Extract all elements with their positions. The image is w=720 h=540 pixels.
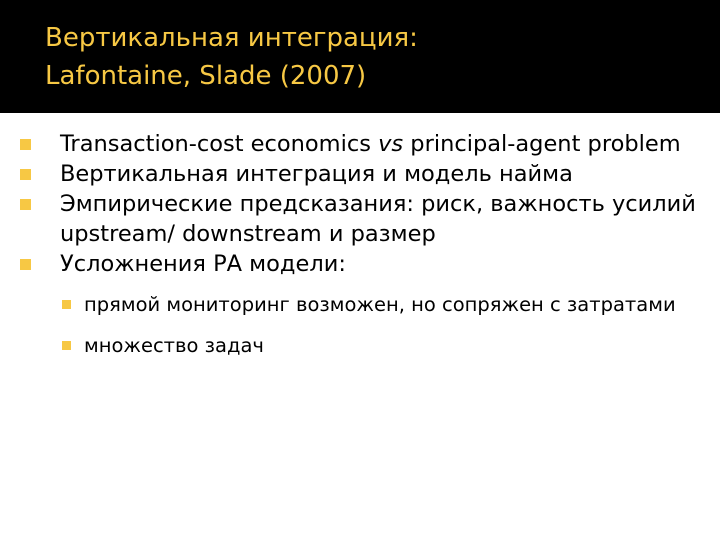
square-bullet-icon bbox=[20, 199, 31, 210]
bullet-text bbox=[60, 131, 681, 157]
square-sub-bullet-icon bbox=[62, 341, 71, 350]
sub-bullet-item-monitoring bbox=[0, 290, 720, 319]
sub-bullet-text: прямой мониторинг возможен, но сопряжен с затратами bbox=[84, 293, 676, 316]
bullet-text-part: Transaction-cost economics bbox=[60, 131, 379, 157]
slide-body bbox=[0, 129, 720, 372]
bullet-text-part: principal-agent problem bbox=[403, 131, 681, 157]
slide-title-line-2: Lafontaine, Slade (2007) bbox=[45, 61, 367, 91]
sub-bullet-list bbox=[0, 279, 720, 360]
bullet-item-tce bbox=[0, 129, 720, 159]
sub-bullet-item-multitask bbox=[0, 331, 720, 360]
square-sub-bullet-icon bbox=[62, 300, 71, 309]
slide-title bbox=[45, 19, 418, 95]
square-bullet-icon bbox=[20, 169, 31, 180]
bullet-item-pa-complications bbox=[0, 249, 720, 279]
bullet-item-vertical-integration bbox=[0, 159, 720, 189]
bullet-item-empirical-predictions bbox=[0, 189, 720, 249]
square-bullet-icon bbox=[20, 259, 31, 270]
bullet-text: Вертикальная интеграция и модель найма bbox=[60, 161, 573, 187]
square-bullet-icon bbox=[20, 139, 31, 150]
slide-title-line-1: Вертикальная интеграция: bbox=[45, 23, 418, 53]
sub-bullet-text: множество задач bbox=[84, 334, 264, 357]
bullet-text: Эмпирические предсказания: риск, важность усилий upstream/ downstream и размер bbox=[60, 191, 696, 247]
title-bar bbox=[0, 0, 720, 113]
bullet-text-emphasis: vs bbox=[378, 131, 404, 157]
bullet-text: Усложнения РА модели: bbox=[60, 251, 346, 277]
